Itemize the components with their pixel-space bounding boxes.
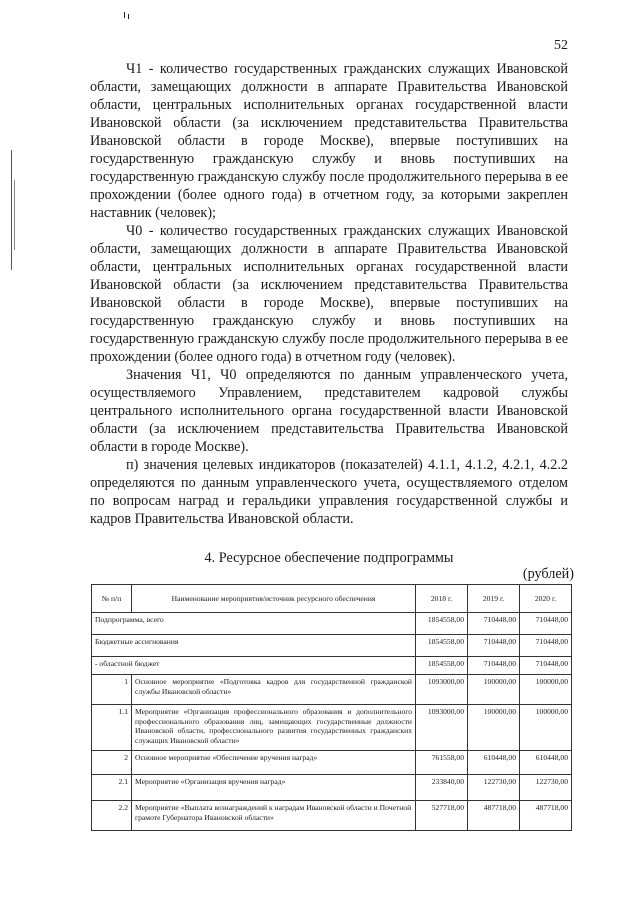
row-name: Мероприятие «Организация вручения наград»	[132, 775, 416, 801]
row-num: 1	[92, 675, 132, 705]
header-2018: 2018 г.	[416, 585, 468, 613]
row-name: Мероприятие «Организация профессионального образования и дополнительного профессионального образования лиц, замещающих государственные должности Ивановской области, профессионального развития государственных гражданских служащих Ивановской области»	[132, 705, 416, 751]
row-num: 2.2	[92, 801, 132, 831]
row-2020: 487718,00	[520, 801, 572, 831]
row-2020: 710448,00	[520, 613, 572, 635]
row-2018: 1854558,00	[416, 613, 468, 635]
row-2019: 710448,00	[468, 613, 520, 635]
table-row	[92, 635, 572, 657]
row-num: 2	[92, 751, 132, 775]
row-2019: 487718,00	[468, 801, 520, 831]
table-row	[92, 613, 572, 635]
row-2018: 527718,00	[416, 801, 468, 831]
table-row	[92, 705, 572, 751]
row-2020: 710448,00	[520, 657, 572, 675]
resource-table	[91, 584, 572, 831]
table-row	[92, 775, 572, 801]
row-2020: 710448,00	[520, 635, 572, 657]
row-2018: 761558,00	[416, 751, 468, 775]
row-2019: 710448,00	[468, 635, 520, 657]
row-2019: 710448,00	[468, 657, 520, 675]
row-name: - областной бюджет	[92, 657, 416, 675]
row-2018: 1093000,00	[416, 705, 468, 751]
paragraph-values: Значения Ч1, Ч0 определяются по данным управленческого учета, осуществляемого Управлением, представителем кадровой службы центрального исполнительного органа государственной власти Ивановской области (за исключением представительства Правительства Ивановской области в городе Москве).	[90, 367, 568, 455]
row-2018: 1854558,00	[416, 657, 468, 675]
scan-mark	[124, 12, 125, 18]
currency-unit: (рублей)	[522, 566, 574, 582]
paragraph-ch0: Ч0 - количество государственных гражданских служащих Ивановской области, замещающих должности в аппарате Правительства Ивановской области, центральных исполнительных органах государственной власти Ивановской области (за исключением представительства Правительства Ивановской области в городе Москве), впервые поступивших на государственную гражданскую службу и вновь поступивших на государственную гражданскую службу после продолжительного перерыва в ее прохождении (более одного года) в отчетном году (человек).	[90, 223, 568, 365]
table-row	[92, 675, 572, 705]
row-2018: 1854558,00	[416, 635, 468, 657]
paragraph-indicators: п) значения целевых индикаторов (показателей) 4.1.1, 4.1.2, 4.2.1, 4.2.2 определяются по данным управленческого учета, осуществляемого отделом по вопросам наград и геральдики управления государственной службы и кадров Правительства Ивановской области.	[90, 457, 568, 527]
table-row	[92, 751, 572, 775]
row-2020: 610448,00	[520, 751, 572, 775]
body-text	[90, 60, 568, 528]
row-name: Основное мероприятие «Обеспечение вручения наград»	[132, 751, 416, 775]
row-2019: 610448,00	[468, 751, 520, 775]
row-2020: 100000,00	[520, 675, 572, 705]
row-num: 2.1	[92, 775, 132, 801]
row-2018: 233840,00	[416, 775, 468, 801]
row-num: 1.1	[92, 705, 132, 751]
row-name: Бюджетные ассигнования	[92, 635, 416, 657]
row-2019: 100000,00	[468, 675, 520, 705]
header-num: № п/п	[92, 585, 132, 613]
row-2018: 1093000,00	[416, 675, 468, 705]
binding-line	[11, 150, 12, 270]
table-row	[92, 801, 572, 831]
paragraph-ch1: Ч1 - количество государственных гражданских служащих Ивановской области, замещающих должности в аппарате Правительства Ивановской области, центральных исполнительных органах государственной власти Ивановской области (за исключением представительства Правительства Ивановской области в городе Москве), впервые поступивших на государственную гражданскую службу и вновь поступивших на государственную гражданскую службу после продолжительного перерыва в ее прохождении (более одного года) в отчетном году, за которыми закреплен наставник (человек);	[90, 61, 568, 221]
row-2019: 122730,00	[468, 775, 520, 801]
table-header-row	[92, 585, 572, 613]
section-title: 4. Ресурсное обеспечение подпрограммы	[204, 550, 454, 566]
header-2019: 2019 г.	[468, 585, 520, 613]
row-2019: 100000,00	[468, 705, 520, 751]
row-name: Мероприятие «Выплата вознаграждений к наградам Ивановской области и Почетной грамоте Губернатора Ивановской области»	[132, 801, 416, 831]
binding-line	[14, 180, 15, 250]
row-2020: 100000,00	[520, 705, 572, 751]
header-name: Наименование мероприятия/источник ресурсного обеспечения	[132, 585, 416, 613]
row-2020: 122730,00	[520, 775, 572, 801]
row-name: Основное мероприятие «Подготовка кадров для государственной гражданской службы Ивановской области»	[132, 675, 416, 705]
page-number: 52	[554, 38, 568, 53]
table-row	[92, 657, 572, 675]
scan-mark	[128, 14, 129, 19]
row-name: Подпрограмма, всего	[92, 613, 416, 635]
header-2020: 2020 г.	[520, 585, 572, 613]
